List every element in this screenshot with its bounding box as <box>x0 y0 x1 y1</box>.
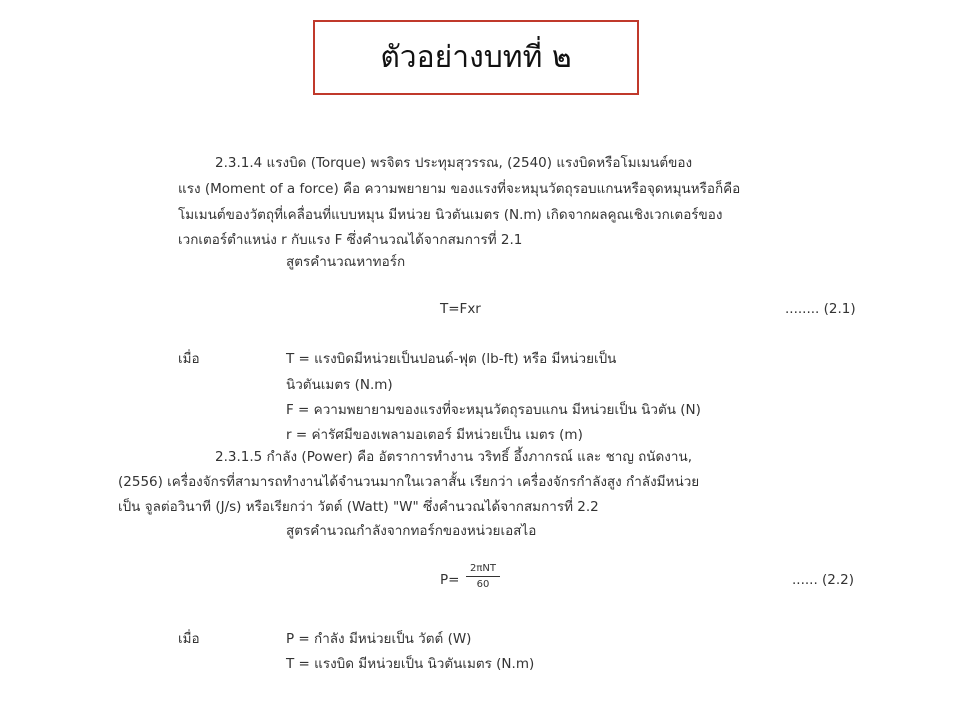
formula-2-2-numerator: 2πNT <box>470 563 496 574</box>
formula2-heading: สูตรคำนวณกำลังจากทอร์กของหน่วยเอสไอ <box>286 523 537 539</box>
para2-line-3: เป็น จูลต่อวินาที (J/s) หรือเรียกว่า วัตต์ (Watt) "W" ซึ่งคำนวณได้จากสมการที่ 2.2 <box>118 499 599 515</box>
para1-line-1: 2.3.1.4 แรงบิด (Torque) พรจิตร ประทุมสุวรรณ, (2540) แรงบิดหรือโมเมนต์ของ <box>215 155 693 171</box>
formula-2-2-denominator: 60 <box>476 579 490 590</box>
where1-label: เมื่อ <box>178 351 200 367</box>
para1-line-4: เวกเตอร์ตำแหน่ง r กับแรง F ซึ่งคำนวณได้จากสมการที่ 2.1 <box>178 232 523 248</box>
where1-line-2: นิวตันเมตร (N.m) <box>286 377 393 393</box>
formula-2-2-lhs: P= <box>440 572 460 588</box>
para1-line-2: แรง (Moment of a force) คือ ความพยายาม ของแรงที่จะหมุนวัตถุรอบแกนหรือจุดหมุนหรือก็คือ <box>178 181 741 197</box>
where2-label: เมื่อ <box>178 631 200 647</box>
fraction-bar <box>466 576 500 577</box>
formula-2-1: T=Fxr <box>440 301 481 317</box>
where1-line-1: T = แรงบิดมีหน่วยเป็นปอนด์-ฟุต (lb-ft) หรือ มีหน่วยเป็น <box>286 351 617 367</box>
para1-line-3: โมเมนต์ของวัตถุที่เคลื่อนที่แบบหมุน มีหน่วย นิวตันเมตร (N.m) เกิดจากผลคูณเชิงเวกเตอร์ของ <box>178 207 723 223</box>
para2-line-1: 2.3.1.5 กำลัง (Power) คือ อัตราการทำงาน วริทธิ์ อึ้งภากรณ์ และ ชาญ ถนัดงาน, <box>215 449 692 465</box>
formula1-heading: สูตรคำนวณหาทอร์ก <box>286 254 406 270</box>
where1-line-4: r = ค่ารัศมีของเพลามอเตอร์ มีหน่วยเป็น เมตร (m) <box>286 427 583 443</box>
formula-2-2-ref: ...... (2.2) <box>792 572 855 588</box>
formula-2-1-ref: ........ (2.1) <box>785 301 856 317</box>
slide-title: ตัวอย่างบทที่ ๒ <box>380 40 572 75</box>
where1-line-3: F = ความพยายามของแรงที่จะหมุนวัตถุรอบแกน มีหน่วยเป็น นิวตัน (N) <box>286 402 701 418</box>
where2-line-2: T = แรงบิด มีหน่วยเป็น นิวตันเมตร (N.m) <box>286 656 535 672</box>
where2-line-1: P = กำลัง มีหน่วยเป็น วัตต์ (W) <box>286 631 472 647</box>
para2-line-2: (2556) เครื่องจักรที่สามารถทำงานได้จำนวนมากในเวลาสั้น เรียกว่า เครื่องจักรกำลังสูง กำลังมีหน่วย <box>118 474 700 490</box>
formula-2-2-fraction <box>466 563 500 590</box>
